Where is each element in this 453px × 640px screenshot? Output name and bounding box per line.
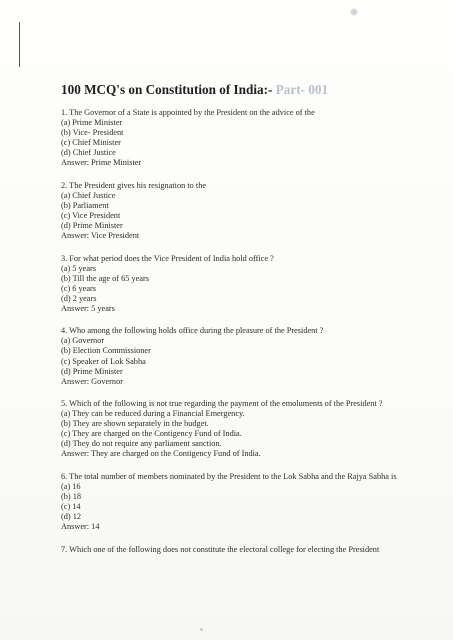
scan-speck (350, 8, 358, 16)
answer: Answer: Vice President (61, 231, 140, 241)
option: (c) They are charged on the Contigency Fund of India. (61, 429, 242, 439)
option: (d) 12 (61, 512, 82, 522)
answer: Answer: 5 years (61, 303, 115, 313)
question-text: 5. Which of the following is not true regarding the payment of the emoluments of the President ? (61, 399, 383, 408)
option: (a) Prime Minister (61, 118, 123, 128)
margin-mark (19, 22, 20, 67)
option: (a) Chief Justice (61, 190, 116, 200)
answer: Answer: 14 (61, 522, 100, 532)
question-text: 7. Which one of the following does not constitute the electoral college for electing the President (61, 544, 380, 554)
option: (b) Parliament (61, 200, 109, 210)
scan-speck (200, 628, 203, 631)
option: (d) Prime Minister (61, 221, 123, 231)
option: (a) Governor (61, 336, 105, 346)
question-text: 4. Who among the following holds office during the pleasure of the President ? (61, 326, 324, 336)
question-block (61, 399, 421, 460)
title-part: Part- 001 (272, 82, 329, 97)
question-block (61, 181, 421, 242)
question-block (61, 545, 421, 555)
option: (a) 5 years (61, 263, 97, 273)
option: (d) Chief Justice (61, 148, 116, 158)
option: (b) They are shown separately in the budget. (61, 419, 209, 429)
answer: Answer: Governor (61, 376, 123, 386)
option: (c) Vice President (61, 211, 121, 221)
option: (d) 2 years (61, 293, 97, 303)
question-block (61, 108, 421, 169)
option: (d) Prime Minister (61, 366, 123, 376)
title-main: 100 MCQ's on Constitution of India:- (61, 82, 273, 97)
answer: Answer: Prime Minister (61, 158, 142, 168)
option: (b) Election Commissioner (61, 346, 151, 356)
question-block (61, 472, 421, 533)
question-text: 3. For what period does the Vice President of India hold office ? (61, 253, 274, 263)
answer: Answer: They are charged on the Contigency Fund of India. (61, 449, 261, 459)
option: (a) 16 (61, 481, 81, 491)
option: (b) 18 (61, 491, 82, 501)
question-text: 1. The Governor of a State is appointed by the President on the advice of the (61, 108, 315, 117)
option: (d) They do not require any parliament sanction. (61, 439, 222, 449)
option: (b) Till the age of 65 years (61, 273, 150, 283)
question-list (61, 108, 421, 567)
option: (c) 6 years (61, 283, 97, 293)
option: (b) Vice- President (61, 128, 124, 138)
option: (c) Speaker of Lok Sabha (61, 356, 146, 366)
option: (a) They can be reduced during a Financial Emergency. (61, 409, 245, 419)
question-block (61, 326, 421, 387)
option: (c) 14 (61, 502, 81, 512)
question-block (61, 254, 421, 315)
page-title (61, 82, 328, 98)
option: (c) Chief Minister (61, 138, 121, 148)
question-text: 2. The President gives his resignation to the (61, 180, 207, 190)
question-text: 6. The total number of members nominated by the President to the Lok Sabha and the Rajya Sabha is (61, 471, 397, 481)
